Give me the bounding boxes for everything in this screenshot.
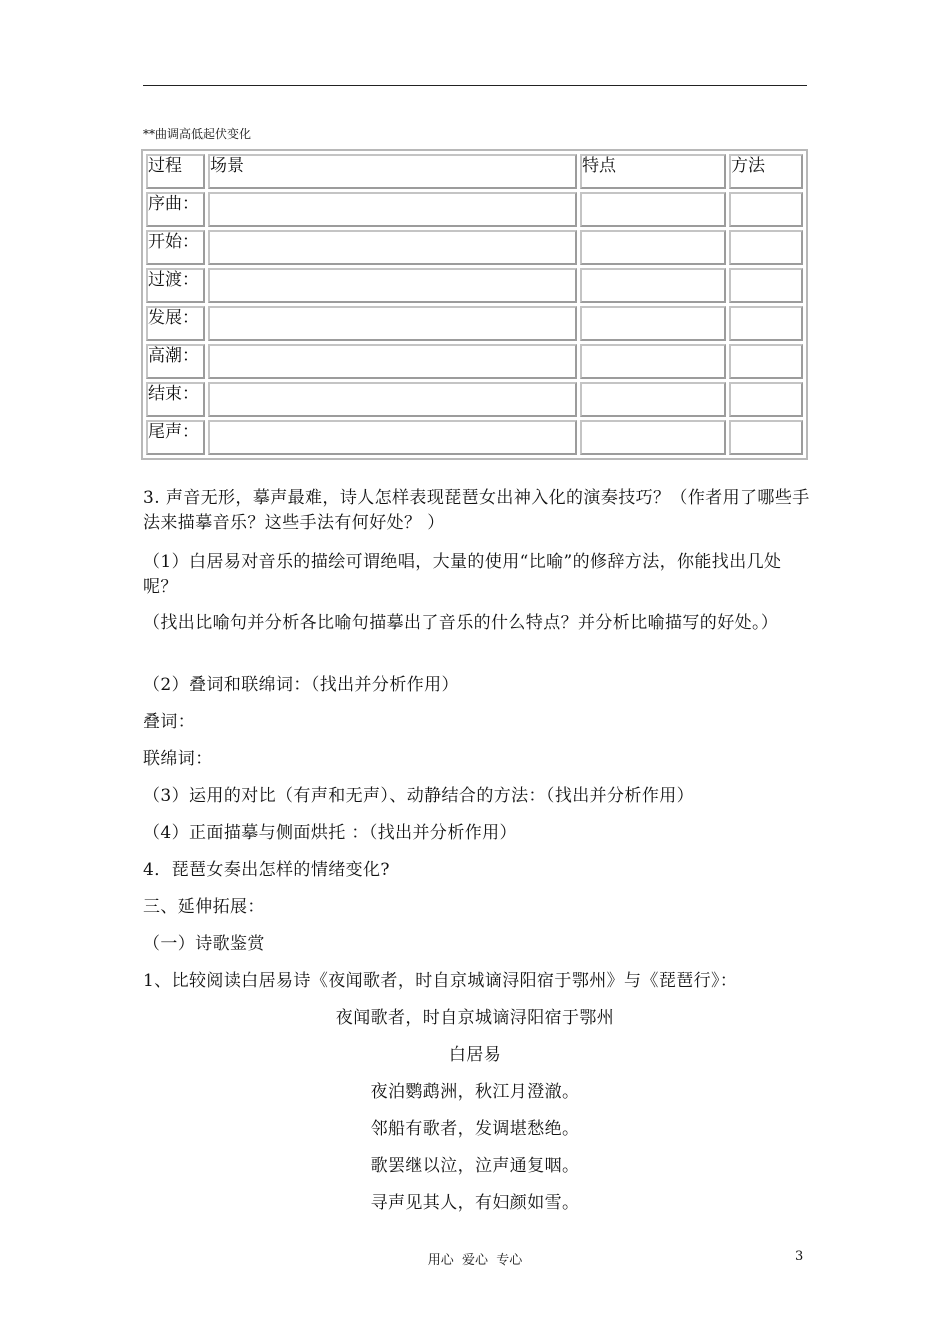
poem-title: 夜闻歌者，时自京城谪浔阳宿于鄂州 xyxy=(335,1008,615,1028)
question-3-2 xyxy=(143,673,811,698)
footer-motto: 用心 爱心 专心 xyxy=(427,1253,523,1268)
header-method: 方法 xyxy=(729,154,803,189)
question-3-4 xyxy=(143,821,811,846)
table-cell xyxy=(729,306,803,341)
table-row xyxy=(146,306,803,341)
row-label: 高潮： xyxy=(146,344,205,379)
table-cell xyxy=(729,192,803,227)
table-header-row xyxy=(146,154,803,189)
table-cell xyxy=(208,344,577,379)
table-cell xyxy=(208,420,577,455)
paragraph: （2）叠词和联绵词：（找出并分析作用） xyxy=(143,675,459,695)
table-cell xyxy=(208,268,577,303)
table-row xyxy=(146,420,803,455)
table-cell xyxy=(580,192,726,227)
header-process: 过程 xyxy=(146,154,205,189)
row-label: 开始： xyxy=(146,230,205,265)
row-label: 结束： xyxy=(146,382,205,417)
table-row xyxy=(146,382,803,417)
table-cell xyxy=(729,382,803,417)
paragraph: （1）白居易对音乐的描绘可谓绝唱，大量的使用“比喻”的修辞方法，你能找出几处呢？ xyxy=(143,552,782,597)
section-3-heading xyxy=(143,895,811,920)
paragraph: 联绵词： xyxy=(143,749,213,769)
table-cell xyxy=(729,344,803,379)
header-rule xyxy=(143,85,807,86)
question-3-3 xyxy=(143,784,811,809)
paragraph: （找出比喻句并分析各比喻句描摹出了音乐的什么特点？并分析比喻描写的好处。） xyxy=(143,613,779,633)
row-label: 过渡： xyxy=(146,268,205,303)
paragraph: （4）正面描摹与侧面烘托 ：（找出并分析作用） xyxy=(143,823,517,843)
poem-author: 白居易 xyxy=(448,1045,502,1065)
table-cell xyxy=(208,382,577,417)
poem-line: 歌罢继以泣，泣声通复咽。 xyxy=(370,1156,580,1176)
table-row xyxy=(146,344,803,379)
table-row xyxy=(146,192,803,227)
row-label: 发展： xyxy=(146,306,205,341)
subsection-poetry xyxy=(143,932,811,957)
question-3-1-hint xyxy=(143,611,811,636)
table-cell xyxy=(580,230,726,265)
question-3-1 xyxy=(143,550,811,600)
header-feature: 特点 xyxy=(580,154,726,189)
table-cell xyxy=(729,268,803,303)
page-number: 3 xyxy=(795,1249,804,1264)
table-cell xyxy=(208,192,577,227)
table-cell xyxy=(580,420,726,455)
table-cell xyxy=(580,268,726,303)
binomes-label xyxy=(143,747,811,772)
table-cell xyxy=(729,420,803,455)
table-row xyxy=(146,230,803,265)
table-cell xyxy=(580,382,726,417)
paragraph: 三、延伸拓展： xyxy=(143,897,265,917)
table-cell xyxy=(580,344,726,379)
paragraph: 4．琵琶女奏出怎样的情绪变化? xyxy=(143,860,390,880)
pre-note: **曲调高低起伏变化 xyxy=(143,127,252,141)
table-row xyxy=(146,268,803,303)
music-analysis-table xyxy=(141,149,808,460)
table-cell xyxy=(729,230,803,265)
paragraph: 3. 声音无形，摹声最难，诗人怎样表现琵琶女出神入化的演奏技巧？（作者用了哪些手法来描摹音乐？这些手法有何好处？ ） xyxy=(143,488,810,533)
paragraph: 1、比较阅读白居易诗《夜闻歌者，时自京城谪浔阳宿于鄂州》与《琵琶行》： xyxy=(143,971,738,991)
comparison-task xyxy=(143,969,811,994)
question-3 xyxy=(143,486,811,536)
table-cell xyxy=(208,306,577,341)
paragraph: 叠词： xyxy=(143,712,196,732)
poem-line: 邻船有歌者，发调堪愁绝。 xyxy=(370,1119,580,1139)
question-4 xyxy=(143,858,811,883)
paragraph: （一）诗歌鉴赏 xyxy=(143,934,265,954)
row-label: 尾声： xyxy=(146,420,205,455)
row-label: 序曲： xyxy=(146,192,205,227)
poem-line: 夜泊鹦鹉洲，秋江月澄澈。 xyxy=(370,1082,580,1102)
reduplicated-words-label xyxy=(143,710,811,735)
paragraph: （3）运用的对比（有声和无声）、动静结合的方法：（找出并分析作用） xyxy=(143,786,695,806)
table-cell xyxy=(580,306,726,341)
table-cell xyxy=(208,230,577,265)
header-scene: 场景 xyxy=(208,154,577,189)
poem-line: 寻声见其人，有妇颜如雪。 xyxy=(370,1193,580,1213)
